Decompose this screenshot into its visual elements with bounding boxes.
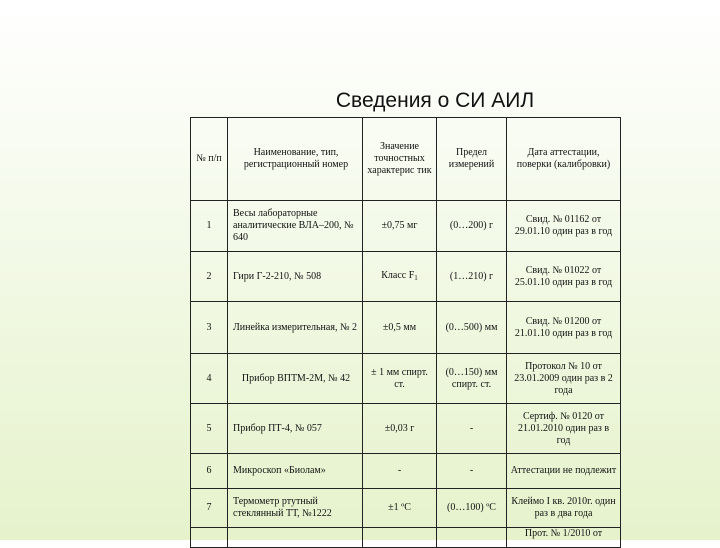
row-number: 5: [191, 404, 228, 454]
header-number: № п/п: [191, 118, 228, 201]
row-name: Гири Г-2-210, № 508: [228, 252, 363, 302]
row-accuracy: ±1 ºС: [363, 489, 437, 528]
row-range: [437, 528, 507, 548]
page-title: Сведения о СИ АИЛ: [335, 89, 535, 112]
row-range: (1…210) г: [437, 252, 507, 302]
row-name: Весы лабораторные аналитические ВЛА–200, № 640: [228, 201, 363, 252]
table-row: [191, 404, 621, 454]
row-number: [191, 528, 228, 548]
row-name: [228, 528, 363, 548]
row-accuracy: ±0,5 мм: [363, 302, 437, 354]
row-range: -: [437, 404, 507, 454]
row-date: Клеймо I кв. 2010г. один раз в два года: [507, 489, 621, 528]
row-accuracy: ±0,03 г: [363, 404, 437, 454]
table-header-row: [191, 118, 621, 201]
row-date: Прот. № 1/2010 от: [507, 528, 621, 548]
table-row: [191, 201, 621, 252]
row-name: Линейка измерительная, № 2: [228, 302, 363, 354]
row-number: 7: [191, 489, 228, 528]
row-date: Протокол № 10 от 23.01.2009 один раз в 2 года: [507, 354, 621, 404]
row-range: (0…200) г: [437, 201, 507, 252]
row-name: Прибор ВПТМ-2М, № 42: [228, 354, 363, 404]
row-number: 2: [191, 252, 228, 302]
header-name: Наименование, тип, регистрационный номер: [228, 118, 363, 201]
measuring-instruments-table: [190, 117, 621, 548]
row-accuracy: [363, 252, 437, 302]
row-range: (0…150) мм спирт. ст.: [437, 354, 507, 404]
row-accuracy: [363, 528, 437, 548]
row-date: Свид. № 01200 от 21.01.10 один раз в год: [507, 302, 621, 354]
table-row: [191, 302, 621, 354]
row-accuracy: -: [363, 454, 437, 489]
row-date: Аттестации не подлежит: [507, 454, 621, 489]
row-number: 4: [191, 354, 228, 404]
table-row: [191, 252, 621, 302]
row-name: Микроскоп «Биолам»: [228, 454, 363, 489]
table-row: [191, 454, 621, 489]
row-date: Свид. № 01022 от 25.01.10 один раз в год: [507, 252, 621, 302]
row-accuracy: ±0,75 мг: [363, 201, 437, 252]
row-accuracy: ± 1 мм спирт. ст.: [363, 354, 437, 404]
row-range: (0…500) мм: [437, 302, 507, 354]
row-number: 1: [191, 201, 228, 252]
accuracy-class-text: Класс F: [381, 269, 415, 281]
row-range: -: [437, 454, 507, 489]
table-row: [191, 528, 621, 548]
row-range: (0…100) ºС: [437, 489, 507, 528]
accuracy-class-subscript: 1: [414, 273, 418, 282]
row-number: 6: [191, 454, 228, 489]
table-row: [191, 489, 621, 528]
header-range: Предел измерений: [437, 118, 507, 201]
row-name: Прибор ПТ-4, № 057: [228, 404, 363, 454]
header-date: Дата аттестации, поверки (калибровки): [507, 118, 621, 201]
row-date: Свид. № 01162 от 29.01.10 один раз в год: [507, 201, 621, 252]
row-number: 3: [191, 302, 228, 354]
row-date: Сертиф. № 0120 от 21.01.2010 один раз в год: [507, 404, 621, 454]
header-accuracy: Значение точностных характерис тик: [363, 118, 437, 201]
table-row: [191, 354, 621, 404]
row-name: Термометр ртутный стеклянный ТТ, №1222: [228, 489, 363, 528]
